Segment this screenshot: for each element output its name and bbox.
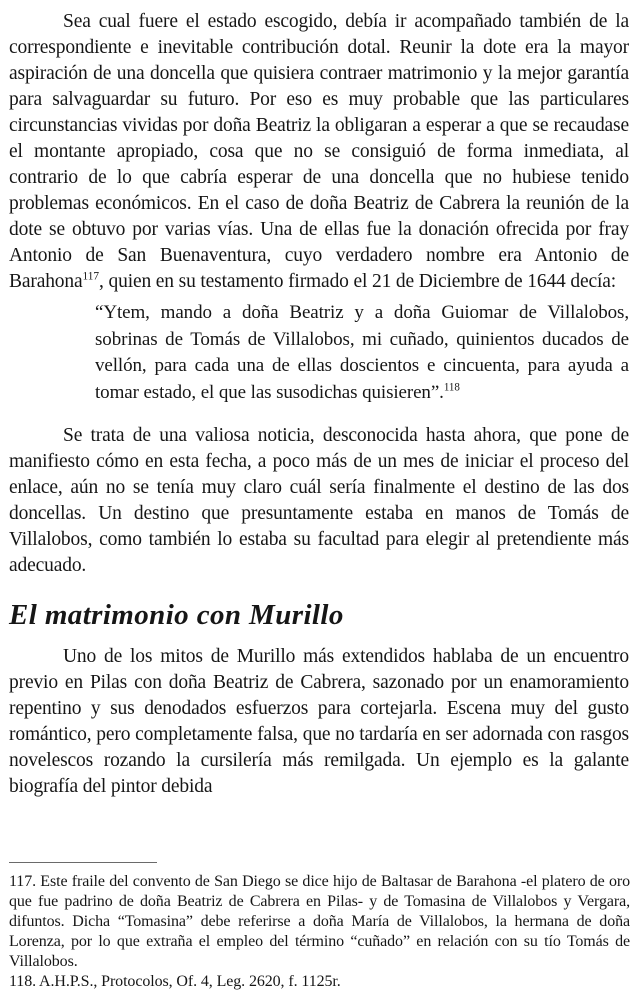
testament-quote-text: “Ytem, mando a doña Beatriz y a doña Guiomar de Villalobos, sobrinas de Tomás de Villalobos, mi cuñado, quinientos ducados de vellón, para cada una de ellas doscientos e cincuenta, para ayuda a tomar estado, el que las susodichas quisieren”. (95, 302, 629, 403)
footnote-ref-117: 117 (82, 270, 100, 283)
paragraph-noticia: Se trata de una valiosa noticia, desconocida hasta ahora, que pone de manifiesto cómo en esta fecha, a poco más de un mes de iniciar el proceso del enlace, aún no se tenía muy claro cuál sería finalmente el destino de las dos doncellas. Un destino que presuntamente estaba en manos de Tomás de Villalobos, como también lo estaba su facultad para elegir al pretendiente más adecuado. (9, 425, 629, 576)
testament-quote (95, 300, 629, 406)
footnote-ref-118: 118 (443, 381, 460, 394)
paragraph-dote-text-after: , quien en su testamento firmado el 21 de Diciembre de 1644 decía: (99, 271, 617, 292)
footnote-117: 117. Este fraile del convento de San Diego se dice hijo de Baltasar de Barahona -el platero de oro que fue padrino de doña Beatriz de Cabrera en Pilas- y de Tomasina de Villalobos y Vergara, difuntos. Dicha “Tomasina” debe referirse a doña María de Villalobos, la hermana de doña Lorenza, por lo que extraña el empleo del término “cuñado” en relación con su tío Tomás de Villalobos. (9, 873, 630, 970)
footnote-separator-rule (9, 862, 157, 863)
paragraph-mito: Uno de los mitos de Murillo más extendidos hablaba de un encuentro previo en Pilas con doña Beatriz de Cabrera, sazonado por un enamoramiento repentino y sus denodados esfuerzos para cortejarla. Escena muy del gusto romántico, pero completamente falsa, que no tardaría en ser adornada con rasgos novelescos rozando la cursilería más remilgada. Un ejemplo es la galante biografía del pintor debida (9, 646, 629, 797)
footnotes-section (9, 862, 630, 992)
paragraph-dote-text: Sea cual fuere el estado escogido, debía ir acompañado también de la correspondiente e inevitable contribución dotal. Reunir la dote era la mayor aspiración de una doncella que quisiera contraer matrimonio y la mejor garantía para salvaguardar su futuro. Por eso es muy probable que las particulares circunstancias vividas por doña Beatriz la obligaran a esperar a que se recaudase el montante apropiado, cosa que no se consiguió de forma inmediata, al contrario de lo que cabría esperar de una doncella que no hubiese tenido problemas económicos. En el caso de doña Beatriz de Cabrera la reunión de la dote se obtuvo por varias vías. Una de ellas fue la donación ofrecida por fray Antonio de San Buenaventura, cuyo verdadero nombre era Antonio de Barahona (9, 11, 629, 292)
paragraph-dote (9, 9, 629, 295)
section-heading: El matrimonio con Murillo (9, 599, 344, 631)
footnote-118: 118. A.H.P.S., Protocolos, Of. 4, Leg. 2620, f. 1125r. (9, 973, 341, 990)
